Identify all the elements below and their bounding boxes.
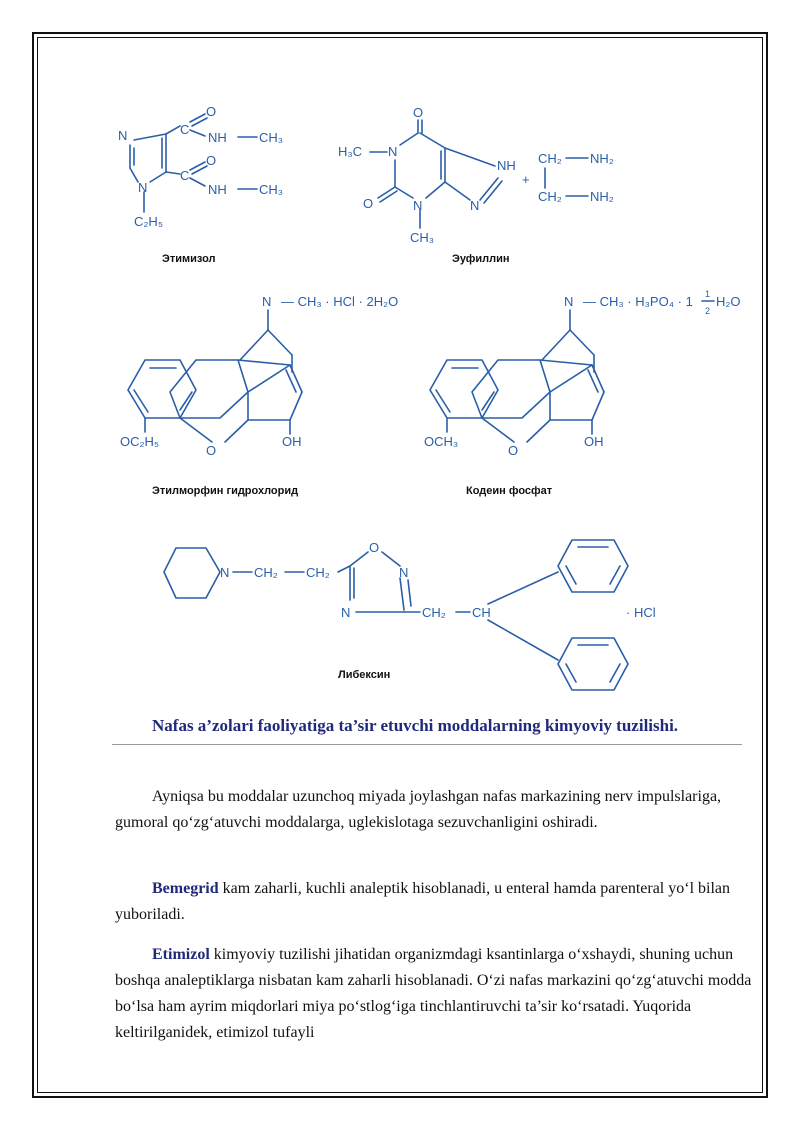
etilmorfin-oh: OH bbox=[282, 434, 302, 449]
eufillin-atom-ch3: CH₃ bbox=[410, 230, 435, 245]
etilmorfin-atom-n: N bbox=[262, 294, 272, 309]
eufillin-atom-nh: NH bbox=[497, 158, 516, 173]
etimizol-structure bbox=[130, 114, 257, 212]
libeksin-name: Либексин bbox=[338, 669, 391, 681]
libeksin-atom-o: O bbox=[369, 540, 380, 555]
eufillin-atom-n9: N bbox=[470, 198, 480, 213]
term-bemegrid: Bemegrid bbox=[152, 880, 219, 897]
paragraph-intro-text: Ayniqsa bu moddalar uzunchoq miyada joylashgan nafas markazining nerv impulslariga, gumoral qo‘zg‘atuvchi moddalarga, uglekislotaga sezuvchanligini oshiradi. bbox=[115, 788, 722, 831]
libeksin-atom-ch: CH bbox=[472, 605, 491, 620]
etimizol-name: Этимизол bbox=[162, 253, 216, 265]
libeksin-structure bbox=[164, 540, 628, 690]
kodein-oh: OH bbox=[584, 434, 604, 449]
etilmorfin-alkoxy: OC₂H₅ bbox=[120, 434, 160, 449]
paragraph-etimizol bbox=[115, 942, 755, 1046]
eufillin-atom-o2: O bbox=[363, 196, 374, 211]
term-etimizol: Etimizol bbox=[152, 946, 210, 963]
eufillin-plus: + bbox=[522, 172, 530, 187]
kodein-name: Кодеин фосфат bbox=[466, 485, 553, 497]
libeksin-atom-ch2a: CH₂ bbox=[254, 565, 278, 580]
etilmorfin-salt: — CH₃ · HCl · 2H₂O bbox=[281, 294, 399, 309]
etimizol-atom-ch3b: CH₃ bbox=[259, 182, 284, 197]
libeksin-atom-n-pip: N bbox=[220, 565, 230, 580]
caption-divider bbox=[112, 744, 742, 745]
etimizol-atom-n1: N bbox=[118, 128, 128, 143]
kodein-frac-den: 2 bbox=[705, 306, 711, 316]
kodein-structure bbox=[430, 301, 714, 442]
etimizol-atom-o1: O bbox=[206, 104, 217, 119]
etilmorfin-atom-o: O bbox=[206, 443, 217, 458]
eufillin-atom-n1: N bbox=[388, 144, 398, 159]
kodein-salt-a: — CH₃ · H₃PO₄ · 1 bbox=[583, 294, 693, 309]
etimizol-atom-n2: N bbox=[138, 180, 148, 195]
kodein-frac-num: 1 bbox=[705, 289, 711, 299]
paragraph-etimizol-text: kimyoviy tuzilishi jihatidan organizmdagi ksantinlarga o‘xshaydi, shuning uchun boshqa analeptiklarga nisbatan kam zaharli hisoblanadi. O‘zi nafas markazini qo‘zg‘atuvchi modda bo‘lsa ham ayrim miqdorlari miya po‘stlog‘iga tinchlantiruvchi ta’sir ko‘rsatadi. Yuqorida keltirilganidek, etimizol tufayli bbox=[115, 946, 752, 1041]
etimizol-atom-nh2: NH bbox=[208, 182, 227, 197]
etimizol-atom-nh1: NH bbox=[208, 130, 227, 145]
eufillin-atom-n3: N bbox=[413, 198, 423, 213]
eufillin-atom-nh2a: NH₂ bbox=[590, 151, 614, 166]
libeksin-hcl: · HCl bbox=[626, 605, 656, 620]
eufillin-atom-ch2a: CH₂ bbox=[538, 151, 562, 166]
paragraph-intro bbox=[115, 784, 755, 836]
kodein-alkoxy: OCH₃ bbox=[424, 434, 459, 449]
etilmorfin-name: Этилморфин гидрохлорид bbox=[152, 485, 299, 497]
etimizol-atom-ethyl: C₂H₅ bbox=[134, 214, 164, 229]
eufillin-name: Эуфиллин bbox=[452, 253, 510, 265]
paragraph-bemegrid bbox=[115, 876, 755, 928]
kodein-atom-o: O bbox=[508, 443, 519, 458]
etimizol-atom-c2: C bbox=[180, 168, 190, 183]
libeksin-atom-n-ring-b: N bbox=[341, 605, 351, 620]
eufillin-atom-o1: O bbox=[413, 105, 424, 120]
figure-caption: Nafas a’zolari faoliyatiga ta’sir etuvchi moddalarning kimyoviy tuzilishi. bbox=[152, 716, 679, 735]
etimizol-atom-c1: C bbox=[180, 122, 190, 137]
eufillin-atom-h3c: H₃C bbox=[338, 144, 363, 159]
eufillin-atom-ch2b: CH₂ bbox=[538, 189, 562, 204]
etimizol-atom-ch3a: CH₃ bbox=[259, 130, 284, 145]
libeksin-atom-ch2c: CH₂ bbox=[422, 605, 446, 620]
etimizol-atom-o2: O bbox=[206, 153, 217, 168]
libeksin-atom-ch2b: CH₂ bbox=[306, 565, 330, 580]
paragraph-bemegrid-text: kam zaharli, kuchli analeptik hisoblanadi, u enteral hamda parenteral yo‘l bilan yuboriladi. bbox=[115, 880, 731, 923]
libeksin-atom-n-ring-a: N bbox=[399, 565, 409, 580]
eufillin-atom-nh2b: NH₂ bbox=[590, 189, 614, 204]
kodein-salt-b: H₂O bbox=[716, 294, 741, 309]
kodein-atom-n: N bbox=[564, 294, 574, 309]
etilmorfin-structure bbox=[128, 310, 302, 442]
